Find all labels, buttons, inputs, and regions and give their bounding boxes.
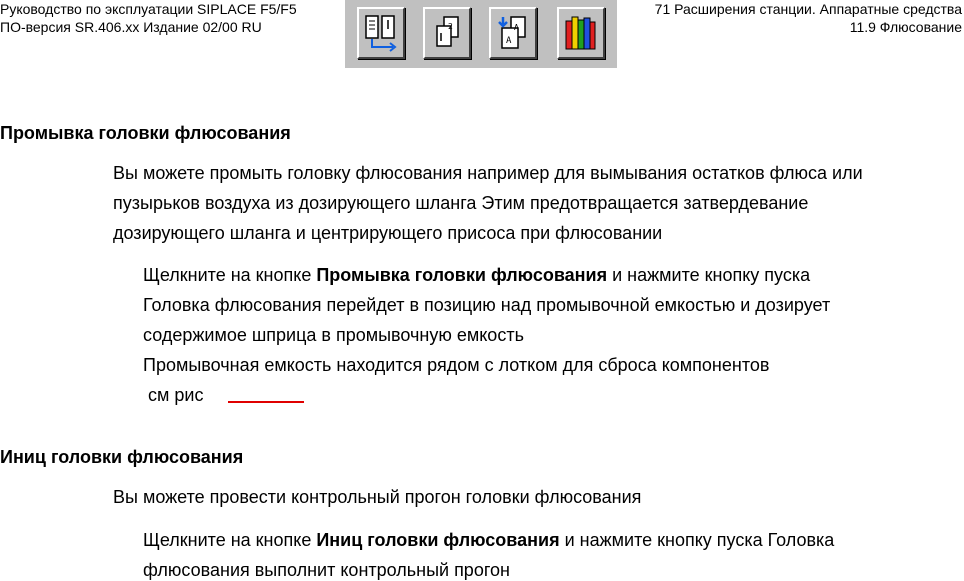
section1-figure-ref: см рис bbox=[148, 385, 204, 405]
toolbar-button-library[interactable] bbox=[557, 7, 605, 59]
toolbar-button-export[interactable] bbox=[489, 7, 537, 59]
section1-result-line2: содержимое шприца в промывочную емкость bbox=[143, 325, 524, 345]
step-prefix: Щелкните на кнопке bbox=[143, 530, 317, 550]
section1-para-line1: Вы можете промыть головку флюсования например для вымывания остатков флюса или bbox=[113, 163, 863, 183]
toolbar-button-documents[interactable] bbox=[423, 7, 471, 59]
section2-para: Вы можете провести контрольный прогон головки флюсования bbox=[113, 487, 642, 507]
section1-result-line1: Головка флюсования перейдет в позицию над промывочной емкостью и дозирует bbox=[143, 295, 831, 315]
section2-step bbox=[143, 529, 834, 551]
section1-para-line3: дозирующего шланга и центрирующего присоса при флюсовании bbox=[113, 223, 663, 243]
section1-location: Промывочная емкость находится рядом с лотком для сброса компонентов bbox=[143, 355, 770, 375]
section2-step-line2: флюсования выполнит контрольный прогон bbox=[143, 560, 510, 580]
section-heading-init: Иниц головки флюсования bbox=[0, 447, 244, 467]
svg-text:2: 2 bbox=[448, 22, 453, 31]
svg-text:A: A bbox=[514, 23, 519, 32]
svg-text:A: A bbox=[506, 36, 512, 46]
toolbar bbox=[345, 0, 617, 68]
section1-step bbox=[143, 264, 810, 286]
section-heading-flush: Промывка головки флюсования bbox=[0, 123, 291, 143]
init-button-name: Иниц головки флюсования bbox=[316, 530, 560, 550]
header-doc-title: Руководство по эксплуатации SIPLACE F5/F5 bbox=[0, 1, 297, 17]
toolbar-button-flush[interactable] bbox=[357, 7, 405, 59]
header-version: ПО-версия SR.406.xx Издание 02/00 RU bbox=[0, 19, 262, 35]
header-section: 11.9 Флюсование bbox=[849, 19, 962, 35]
step-suffix: и нажмите кнопку пуска bbox=[607, 265, 811, 285]
figure-ref-link[interactable] bbox=[228, 401, 304, 403]
flush-button-name: Промывка головки флюсования bbox=[316, 265, 608, 285]
step-suffix: и нажмите кнопку пуска Головка bbox=[559, 530, 835, 550]
header-chapter: 71 Расширения станции. Аппаратные средства bbox=[654, 1, 962, 17]
step-prefix: Щелкните на кнопке bbox=[143, 265, 317, 285]
section1-para-line2: пузырьков воздуха из дозирующего шланга Этим предотвращается затвердевание bbox=[113, 193, 809, 213]
